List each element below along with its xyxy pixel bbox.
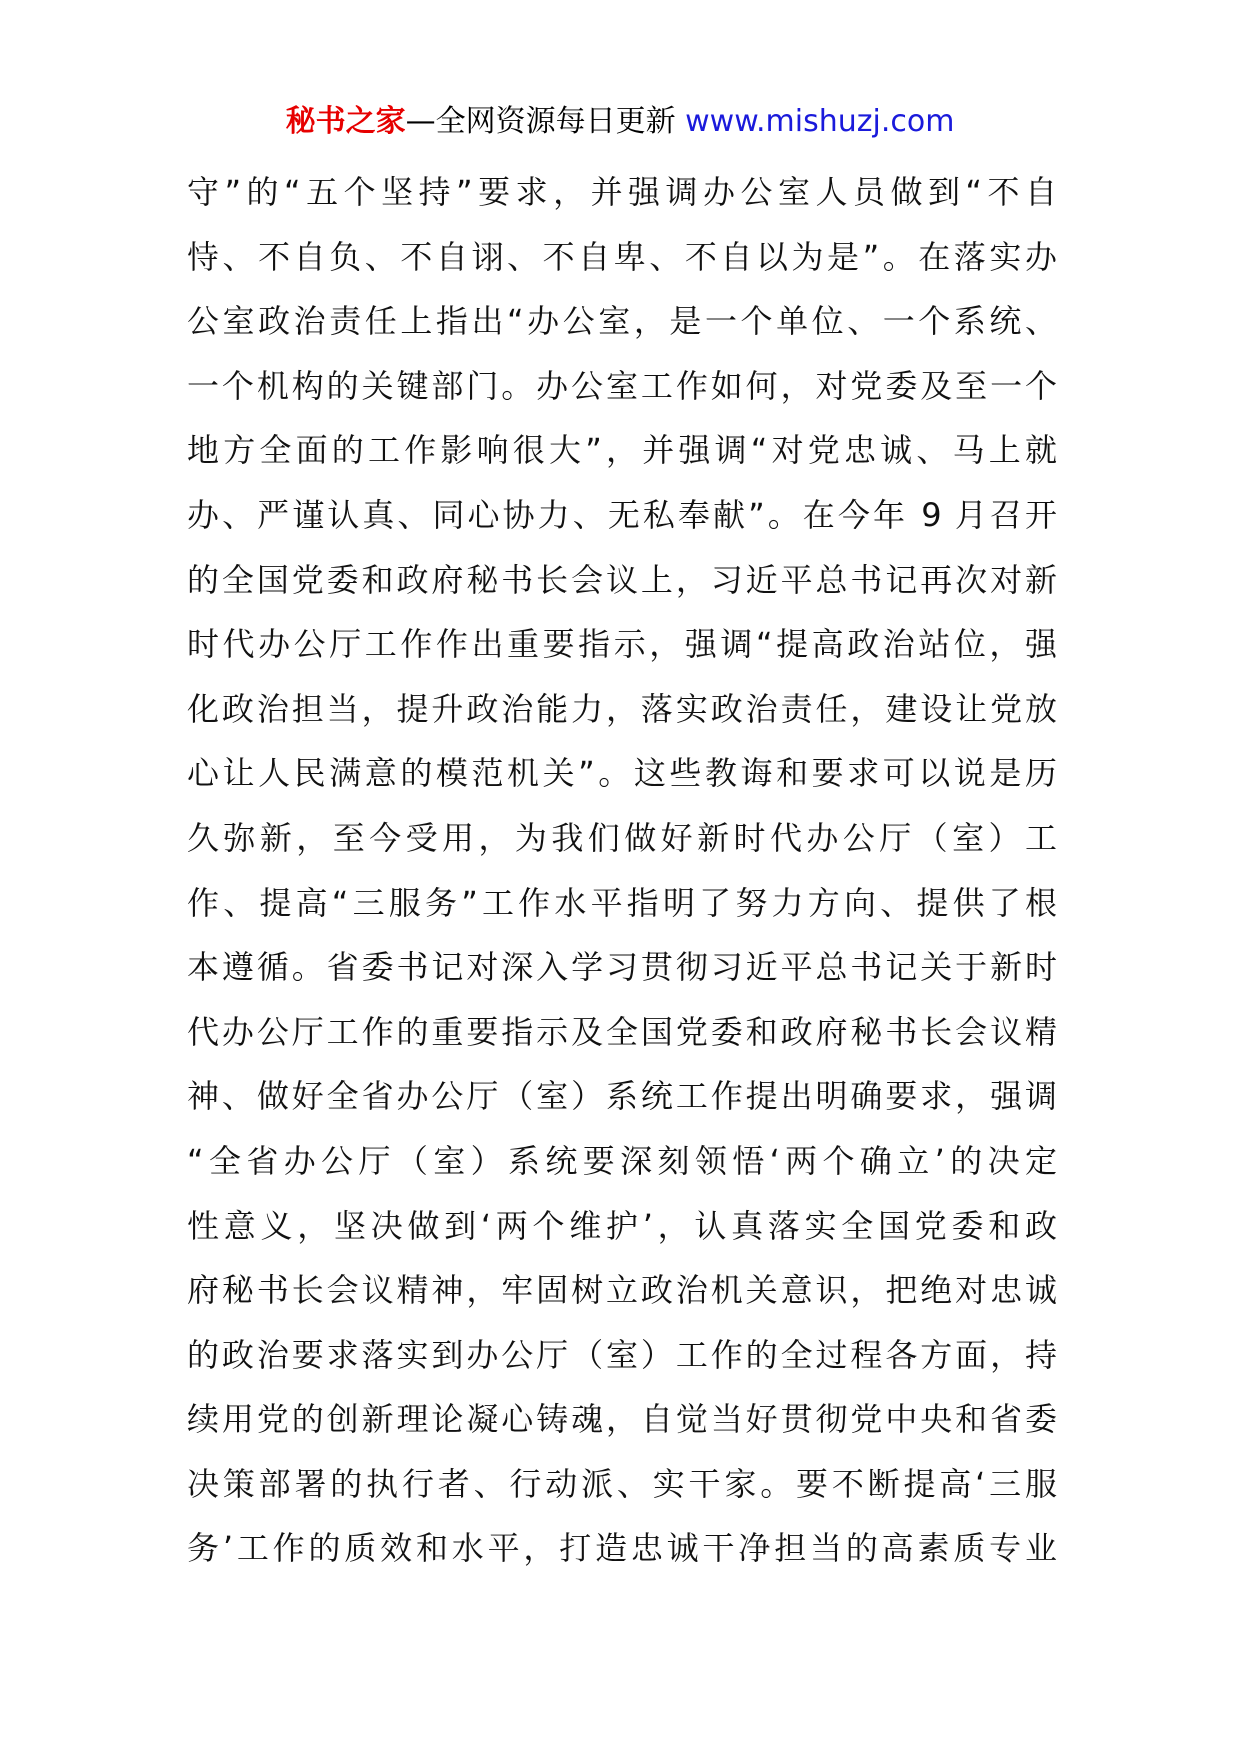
site-url[interactable]: www.mishuzj.com	[685, 104, 955, 139]
page-header	[0, 100, 1240, 144]
text-line: “全省办公厅（室）系统要深刻领悟‘两个确立’的决定	[187, 1141, 1057, 1180]
header-tagline: —全网资源每日更新	[405, 104, 686, 139]
text-line: 公室政治责任上指出“办公室，是一个单位、一个系统、	[187, 302, 1057, 341]
text-line: 决策部署的执行者、行动派、实干家。要不断提高‘三服	[187, 1464, 1057, 1503]
text-line: 神、做好全省办公厅（室）系统工作提出明确要求，强调	[187, 1077, 1057, 1116]
text-line: 性意义，坚决做到‘两个维护’，认真落实全国党委和政	[187, 1206, 1057, 1245]
text-line: 时代办公厅工作作出重要指示，强调“提高政治站位，强	[187, 625, 1057, 664]
text-line: 地方全面的工作影响很大”，并强调“对党忠诚、马上就	[187, 431, 1057, 470]
text-line: 一个机构的关键部门。办公室工作如何，对党委及至一个	[187, 366, 1057, 405]
text-line: 府秘书长会议精神，牢固树立政治机关意识，把绝对忠诚	[187, 1271, 1057, 1310]
text-line: 务’工作的质效和水平，打造忠诚干净担当的高素质专业	[187, 1529, 1057, 1568]
text-line: 久弥新，至今受用，为我们做好新时代办公厅（室）工	[187, 818, 1057, 857]
brand-name: 秘书之家	[285, 104, 406, 139]
text-line: 的政治要求落实到办公厅（室）工作的全过程各方面，持	[187, 1335, 1057, 1374]
text-line: 作、提高“三服务”工作水平指明了努力方向、提供了根	[187, 883, 1057, 922]
text-line: 代办公厅工作的重要指示及全国党委和政府秘书长会议精	[187, 1012, 1057, 1051]
text-line: 守”的“五个坚持”要求，并强调办公室人员做到“不自	[187, 173, 1057, 211]
text-line: 心让人民满意的模范机关”。这些教诲和要求可以说是历	[187, 754, 1057, 793]
text-line: 续用党的创新理论凝心铸魂，自觉当好贯彻党中央和省委	[187, 1400, 1057, 1439]
text-line: 化政治担当，提升政治能力，落实政治责任，建设让党放	[187, 689, 1057, 728]
document-body	[187, 160, 1057, 1581]
text-line: 办、严谨认真、同心协力、无私奉献”。在今年 9 月召开	[187, 495, 1057, 534]
text-line: 本遵循。省委书记对深入学习贯彻习近平总书记关于新时	[187, 948, 1057, 987]
text-line: 的全国党委和政府秘书长会议上，习近平总书记再次对新	[187, 560, 1057, 599]
text-line: 恃、不自负、不自诩、不自卑、不自以为是”。在落实办	[187, 237, 1057, 276]
